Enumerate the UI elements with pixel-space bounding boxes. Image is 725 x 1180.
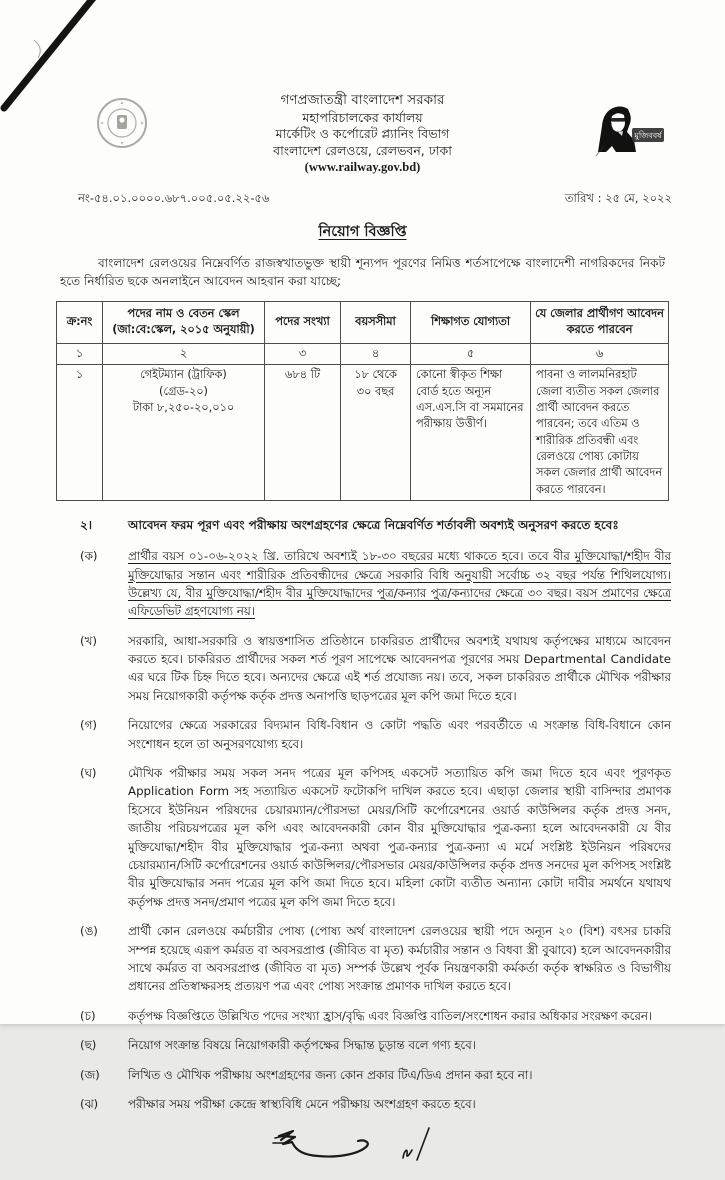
condition-item-jha bbox=[80, 1095, 671, 1113]
condition-item-cha bbox=[80, 1007, 671, 1025]
cell-sl: ১ bbox=[57, 365, 103, 501]
item-label: (ঘ) bbox=[80, 766, 97, 781]
item-label: (ছ) bbox=[80, 1038, 97, 1053]
column-number-row bbox=[57, 343, 669, 364]
col-header-age: বয়সসীমা bbox=[341, 302, 411, 344]
col-number: ৫ bbox=[411, 343, 531, 364]
cell-age: ১৮ থেকে ৩০ বছর bbox=[341, 365, 411, 501]
cell-districts: পাবনা ও লালমনিরহাট জেলা ব্যতীত সকল জেলার প্রার্থী আবেদন করতে পারবেন; তবে এতিম ও শারীরিক প্রতিবন্ধী এবং রেলওয়ে পোষ্য কোটায় সকল জেলার প্রার্থী আবেদন করতে পারবেন। bbox=[531, 365, 669, 501]
signature-scribble bbox=[235, 1124, 455, 1176]
org-name: গণপ্রজাতন্ত্রী বাংলাদেশ সরকার bbox=[280, 92, 445, 108]
item-text: লিখিত ও মৌখিক পরীক্ষায় অংশগ্রহণের জন্য কোন প্রকার টিএ/ডিএ প্রদান করা হবে না। bbox=[128, 1067, 533, 1082]
conditions-heading bbox=[80, 516, 671, 534]
cell-qualification: কোনো স্বীকৃত শিক্ষা বোর্ড হতে অন্যূন এস.এস.সি বা সমমানের পরীক্ষায় উত্তীর্ণ। bbox=[411, 365, 531, 501]
item-label: (ঙ) bbox=[80, 924, 98, 939]
date-label: তারিখ : ২৫ মে, ২০২২ bbox=[564, 190, 672, 205]
condition-item-uma bbox=[80, 922, 671, 996]
signature-area bbox=[235, 1124, 725, 1180]
government-seal-icon bbox=[95, 96, 149, 154]
condition-item-chha bbox=[80, 1036, 671, 1054]
division-name: মার্কেটিং ও কর্পোরেট প্ল্যানিং বিভাগ bbox=[275, 126, 450, 142]
vacancy-table bbox=[56, 301, 669, 501]
mujib-borsho-logo bbox=[592, 102, 670, 164]
condition-item-ka bbox=[80, 547, 671, 621]
item-label: (গ) bbox=[80, 718, 97, 733]
condition-item-ga bbox=[80, 716, 671, 753]
website-url: (www.railway.gov.bd) bbox=[304, 160, 421, 175]
col-number: ৪ bbox=[341, 343, 411, 364]
org-address: বাংলাদেশ রেলওয়ে, রেলভবন, ঢাকা bbox=[273, 142, 452, 158]
letterhead bbox=[0, 0, 725, 176]
reference-row bbox=[0, 190, 725, 209]
item-label: (জ) bbox=[80, 1067, 100, 1082]
col-number: ১ bbox=[57, 343, 103, 364]
office-name: মহাপরিচালকের কার্যালয় bbox=[302, 109, 423, 125]
post-name: গেইটম্যান (ট্রাফিক) bbox=[140, 368, 227, 382]
col-header-sl: ক্র:নং bbox=[57, 302, 103, 344]
svg-text:মুজিববর্ষ: মুজিববর্ষ bbox=[634, 131, 662, 140]
item-text: সরকারি, আধা-সরকারি ও স্বায়ত্তশাসিত প্রতিষ্ঠানে চাকরিরত প্রার্থীদের অবশ্যই যথাযথ কর্তৃপক্ষের মাধ্যমে আবেদন করতে হবে। চাকরিরত প্রার্থীদের সকল শর্ত পূরণ সাপেক্ষে আবেদনপত্র পূরণের সময় Departmental Candidate এর ঘরে টিক চিহ্ন দিতে হবে। অন্যদের ক্ষেত্রে এই শর্ত প্রযোজ্য নয়। তবে, সকল চাকরিরত প্রার্থীকে মৌখিক পরীক্ষার সময় নিয়োগকারী কর্তৃপক্ষ কর্তৃক প্রদত্ত অনাপত্তি ছাড়পত্রের মূল কপি জমা দিতে হবে। bbox=[128, 633, 671, 703]
item-text: প্রার্থীর বয়স ০১-০৬-২০২২ খ্রি. তারিখে অবশ্যই ১৮-৩০ বছরের মধ্যে থাকতে হবে। তবে বীর মুক্তিযোদ্ধা/শহীদ বীর মুক্তিযোদ্ধার সন্তান এবং শারীরিক প্রতিবন্ধীদের ক্ষেত্রে সরকারি বিধি অনুযায়ী সর্বোচ্চ ৩২ বছর পর্যন্ত শিথিলযোগ্য। উল্লেখ্য যে, বীর মুক্তিযোদ্ধা/শহীদ বীর মুক্তিযোদ্ধাদের পুত্র/কন্যার পুত্র/কন্যাদের ক্ষেত্রে ৩০ বছর। বয়স প্রমাণের ক্ষেত্রে এফিডেভিট গ্রহণযোগ্য নয়। bbox=[128, 549, 671, 619]
cell-post bbox=[103, 365, 265, 501]
page-title: নিয়োগ বিজ্ঞপ্তি bbox=[318, 223, 407, 240]
col-header-districts: যে জেলার প্রার্থীগণ আবেদন করতে পারবেন bbox=[531, 302, 669, 344]
col-header-qualification: শিক্ষাগত যোগ্যতা bbox=[411, 302, 531, 344]
item-text: মৌখিক পরীক্ষার সময় সকল সনদ পত্রের মূল কপিসহ একসেট সত্যায়িত কপি জমা দিতে হবে এবং পূরণকৃত Application Form সহ সত্যায়িত একসেট ফটোকপি দাখিল করতে হবে। এছাড়া জেলার স্থায়ী বাসিন্দার প্রমাণক হিসেবে ইউনিয়ন পরিষদের চেয়ারম্যান/পৌরসভা মেয়র/সিটি কর্পোরেশনের ওয়ার্ড কাউন্সিলর কর্তৃক প্রদত্ত সনদ, জাতীয় পরিচয়পত্রের মূল কপি এবং আবেদনকারী কোন বীর মুক্তিযোদ্ধার পুত্র-কন্যা হলে আবেদনকারী যে বীর মুক্তিযোদ্ধা/শহীদ বীর মুক্তিযোদ্ধার পুত্র-কন্যা অথবা পুত্র-কন্যার পুত্র-কন্যা এ মর্মে সংশ্লিষ্ট ইউনিয়ন পরিষদের চেয়ারম্যান/সিটি কর্পোরেশনের ওয়ার্ড কাউন্সিলর/পৌরসভার মেয়র/কাউন্সিলর কর্তৃক প্রদত্ত সনদের মূল কপিসহ সংশ্লিষ্ট বীর মুক্তিযোদ্ধার সনদ পত্রের মূল কপি জমা দিতে হবে। মহিলা কোটা ব্যতীত অন্যান্য কোটা দাবীর সমর্থনে যথাযথ কর্তৃপক্ষ প্রদত্ত সনদ/প্রমাণ পত্রের মূল কপি জমা দিতে হবে। bbox=[128, 766, 671, 909]
col-number: ৩ bbox=[265, 343, 341, 364]
item-label: (ঝ) bbox=[80, 1096, 99, 1111]
cell-vacancies: ৬৮৪ টি bbox=[265, 365, 341, 501]
table-header-row bbox=[57, 302, 669, 344]
post-pay-scale: টাকা ৮,২৫০-২০,০১০ bbox=[132, 400, 235, 414]
col-header-post: পদের নাম ও বেতন স্কেল (জা:বে:স্কেল, ২০১৫ অনুযায়ী) bbox=[103, 302, 265, 344]
item-text: নিয়োগের ক্ষেত্রে সরকারের বিদ্যমান বিধি-বিধান ও কোটা পদ্ধতি এবং পরবর্তীতে এ সংক্রান্ত বিধি-বিধানে কোন সংশোধন হলে তা অনুসরণযোগ্য হবে। bbox=[128, 718, 671, 751]
item-label: (চ) bbox=[80, 1008, 96, 1023]
conditions-heading-text: আবেদন ফরম পূরণ এবং পরীক্ষায় অংশগ্রহণের ক্ষেত্রে নিম্নেবর্ণিত শর্তাবলী অবশ্যই অনুসরণ করতে হবেঃ bbox=[128, 518, 619, 533]
item-text: পরীক্ষার সময় পরীক্ষা কেন্দ্রে স্বাস্থ্যবিধি মেনে পরীক্ষায় অংশগ্রহণ করতে হবে। bbox=[128, 1096, 476, 1111]
condition-item-gha bbox=[80, 764, 671, 911]
item-text: নিয়োগ সংক্রান্ত বিষয়ে নিয়োগকারী কর্তৃপক্ষের সিদ্ধান্ত চূড়ান্ত বলে গণ্য হবে। bbox=[128, 1038, 476, 1053]
post-grade: (গ্রেড-২০) bbox=[159, 384, 208, 398]
memo-number: নং-৫৪.০১.০০০০.৬৮৭.০০৫.০৫.২২-৫৬ bbox=[78, 190, 270, 205]
item-text: প্রার্থী কোন রেলওয়ে কর্মচারীর পোষ্য (পোষ্য অর্থ বাংলাদেশ রেলওয়ের স্থায়ী পদে অন্যূন ২০ (বিশ) বৎসর চাকরি সম্পন্ন হয়েছে এরূপ কর্মরত বা অবসরপ্রাপ্ত (জীবিত বা মৃত) কর্মচারীর সন্তান ও বিধবা স্ত্রী বুঝাবে) হলে আবেদনকারীর সাথে কর্মরত বা অবসরপ্রাপ্ত (জীবিত বা মৃত) সম্পর্ক উল্লেখ পূর্বক নিয়ন্ত্রণকারী কর্মকর্তা কর্তৃক স্বাক্ষরিত ও বিভাগীয় প্রধানের প্রতিস্বাক্ষরসহ প্রত্যয়ণ পত্র এবং পোষ্য সংক্রান্ত প্রমাণক দাখিল করতে হবে। bbox=[128, 924, 671, 994]
item-text: কর্তৃপক্ষ বিজ্ঞপ্তিতে উল্লিখিত পদের সংখ্যা হ্রাস/বৃদ্ধি এবং বিজ্ঞপ্তি বাতিল/সংশোধন করার অধিকার সংরক্ষণ করেন। bbox=[128, 1008, 653, 1023]
col-number: ৬ bbox=[531, 343, 669, 364]
item-label: (ক) bbox=[80, 549, 98, 564]
intro-paragraph: বাংলাদেশ রেলওয়ের নিম্নেবর্ণিত রাজস্বখাতভুক্ত স্থায়ী শূন্যপদ পূরণের নিমিত্ত শর্তসাপেক্ষে বাংলাদেশী নাগরিকদের নিকট হতে নির্ধারিত ছকে অনলাইনে আবেদন আহবান করা যাচ্ছে; bbox=[60, 255, 665, 289]
item-label: (খ) bbox=[80, 633, 97, 648]
col-header-vacancies: পদের সংখ্যা bbox=[265, 302, 341, 344]
table-row bbox=[57, 365, 669, 501]
conditions-number: ২। bbox=[80, 518, 93, 533]
condition-item-kha bbox=[80, 632, 671, 706]
col-number: ২ bbox=[103, 343, 265, 364]
condition-item-ja bbox=[80, 1066, 671, 1084]
